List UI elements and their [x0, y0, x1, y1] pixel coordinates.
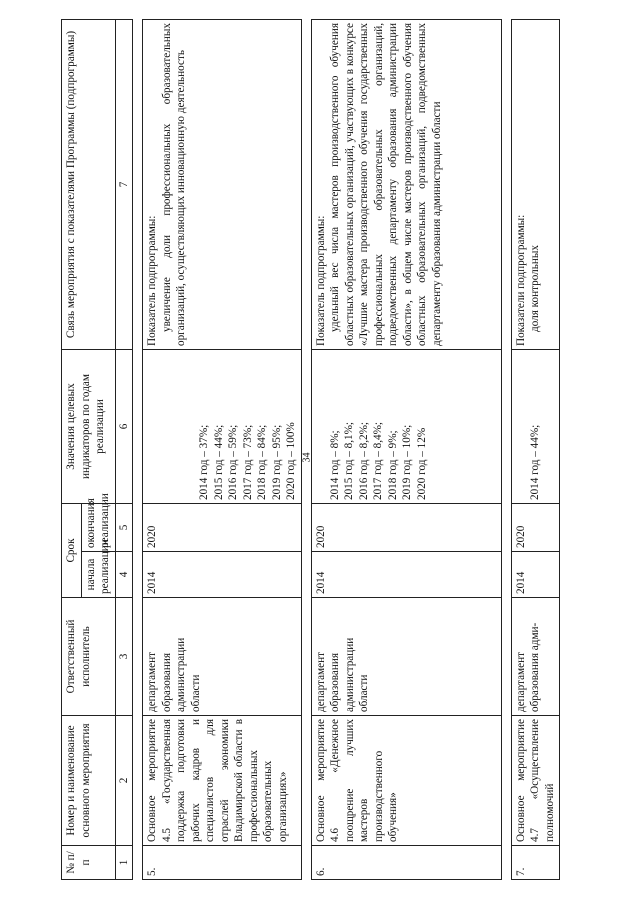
measure-executor: департамент образования адми- [511, 598, 560, 716]
measures-table [61, 19, 560, 880]
link-text: доля контрольных [529, 245, 541, 332]
link-title: Показатели подпрограммы: [514, 214, 527, 346]
table-row [311, 20, 501, 880]
table-gap [133, 20, 143, 880]
column-number: 5 [115, 504, 133, 552]
header-link: Связь мероприятия с показателями Программы (подпрограммы) [62, 20, 116, 350]
link-title: Показатель подпрограммы: [314, 215, 327, 346]
table-row [511, 20, 560, 880]
header-start: начала реализации [81, 552, 115, 598]
measure-end: 2020 [143, 504, 302, 552]
header-term: Срок [62, 504, 82, 598]
rotated-table-container [61, 20, 581, 880]
value-line: 2018 год – 9%; [386, 430, 399, 500]
column-number: 7 [115, 20, 133, 350]
row-number: 5. [143, 846, 302, 880]
measure-values [511, 350, 560, 504]
value-line: 2019 год – 10%; [401, 424, 413, 500]
value-line: 2017 год – 73%; [241, 424, 254, 500]
value-line: 2014 год – 44%; [528, 424, 541, 500]
column-numbers-row [115, 20, 133, 880]
measure-end: 2020 [511, 504, 560, 552]
table-row [143, 20, 302, 880]
value-line: 2017 год – 8,4%; [372, 421, 384, 500]
measure-values [311, 350, 501, 504]
measure-executor: департамент образования администрации области [143, 598, 302, 716]
measure-start: 2014 [511, 552, 560, 598]
table-gap [501, 20, 511, 880]
measure-name: Основное мероприятие 4.6 «Денежное поощрение лучших мастеров производственного обучения» [311, 716, 501, 846]
measure-start: 2014 [311, 552, 501, 598]
value-line: 2018 год – 84%; [256, 424, 268, 500]
value-line: 2014 год – 37%; [198, 424, 210, 500]
measure-end: 2020 [311, 504, 501, 552]
measure-executor: департамент образования администрации области [311, 598, 501, 716]
measure-start: 2014 [143, 552, 302, 598]
measure-link [511, 20, 560, 350]
header-values: Значения целевых индикаторов по годам реализации [62, 350, 116, 504]
column-number: 3 [115, 598, 133, 716]
link-title: Показатель подпрограммы: [146, 215, 158, 346]
column-number: 4 [115, 552, 133, 598]
value-line: 2015 год – 44%; [212, 424, 225, 500]
link-text: увеличение доли профессиональных образовательных организаций, осуществляющих инновационную деятельность [160, 23, 187, 346]
measure-values [143, 350, 302, 504]
measure-name: Основное мероприятие 4.5 «Государственная поддержка подготовки рабочих кадров и специалистов для отраслей экономики Владимирской области в профессиональных образовательных организациях» [143, 716, 302, 846]
value-line: 2016 год – 8,2%; [357, 421, 370, 500]
column-number: 6 [115, 350, 133, 504]
row-number: 7. [511, 846, 560, 880]
column-number: 1 [115, 846, 133, 880]
measure-link [143, 20, 302, 350]
row-number: 6. [311, 846, 501, 880]
value-line: 2020 год – 100% [285, 422, 297, 500]
link-text: удельный вес числа мастеров производственного обучения областных образовательных организаций, участвующих в конкурсе «Лучшие мастера производственного обучения государственных профессиональных образовательных организаций, подведомственных департаменту образования администрации области», в общем числе мастеров производственного обучения областных образовательных организаций, подведомственных департаменту образования администрации области [329, 23, 443, 346]
page-number: 34 [301, 452, 313, 463]
header-no: № п/п [62, 846, 116, 880]
header-row [62, 20, 82, 880]
value-line: 2015 год – 8,1%; [343, 421, 355, 500]
value-line: 2020 год – 12% [415, 427, 428, 500]
header-name: Номер и наименование основного мероприятия [62, 716, 116, 846]
table-gap [301, 20, 311, 880]
value-line: 2019 год – 95%; [270, 424, 283, 500]
value-line: 2016 год – 59%; [227, 424, 239, 500]
column-number: 2 [115, 716, 133, 846]
measure-name: Основное мероприятие 4.7 «Осуществление полномочий [511, 716, 560, 846]
value-line: 2014 год – 8%; [328, 430, 341, 500]
measure-link [311, 20, 501, 350]
header-end: окончания реализации [81, 504, 115, 552]
header-executor: Ответственный исполнитель [62, 598, 116, 716]
